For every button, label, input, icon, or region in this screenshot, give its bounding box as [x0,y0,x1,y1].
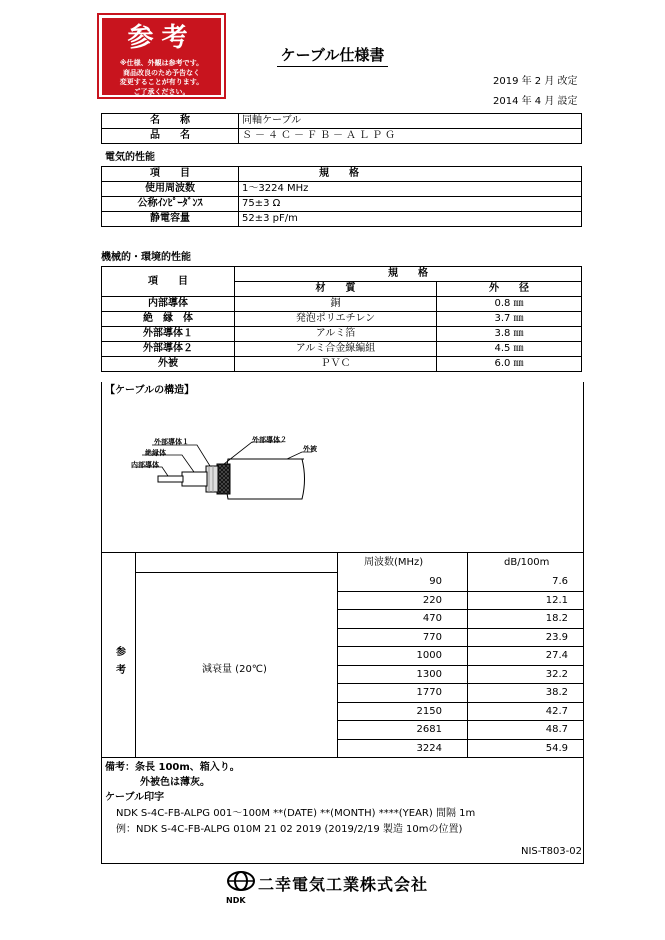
reference-side-label: 参 考 [116,647,126,676]
item-cell: 静電容量 [102,212,239,227]
table-row [102,182,582,197]
col-spec: 規 格 [235,267,582,282]
material-cell: アルミ合金線編組 [235,342,437,357]
braid-shape [217,464,230,494]
item-cell: 外部導体２ [102,342,235,357]
frequency-cell: 90 [429,576,442,587]
basic-info-table [101,113,582,144]
col-diameter: 外 径 [437,282,582,297]
db-cell: 18.2 [545,613,568,624]
diameter-cell: 0.8 ㎜ [437,297,582,312]
spec-cell: 75±3 Ω [239,197,582,212]
product-label: 品 名 [102,129,239,144]
db-cell: 54.9 [545,742,568,754]
row-divider [337,609,583,610]
header-blank-cell [135,552,338,572]
note-line-4: NDK S-4C-FB-ALPG 001～100M **(DATE) **(MONTH) ****(YEAR) 間隔 1m [116,808,476,819]
spec-cell: 52±3 pF/m [239,212,582,227]
electrical-table [101,166,582,227]
table-row [102,167,582,182]
item-cell: 内部導体 [102,297,235,312]
db-cell: 38.2 [545,687,568,698]
ndk-logo-icon [226,870,256,892]
table-row [102,197,582,212]
db-cell: 23.9 [545,631,568,643]
db-cell: 42.7 [545,705,568,717]
row-divider [337,628,583,629]
stamp-line: 商品改良のため予告なく [123,68,200,77]
row-divider [337,646,583,647]
electrical-heading: 電気的性能 [105,152,155,163]
document-title: ケーブル仕様書 [0,44,665,65]
stamp-title: 参考 [102,18,221,58]
name-label: 名 称 [102,114,239,129]
db-cell: 7.6 [552,576,568,587]
table-row [102,297,582,312]
diameter-cell: 6.0 ㎜ [437,357,582,372]
col-db: dB/100m [504,557,550,568]
note-line-1: 備考：条長 100m、箱入り。 [105,762,240,773]
frequency-cell: 2681 [416,724,442,735]
frequency-cell: 3224 [416,742,442,754]
frequency-cell: 220 [422,594,442,606]
attenuation-label: 減衰量 (20℃) [202,664,267,675]
row-divider [337,591,583,592]
frequency-cell: 470 [422,613,442,624]
col-frequency: 周波数(MHz) [364,557,424,568]
table-row [102,267,582,282]
table-row [102,342,582,357]
company-name: 二幸電気工業株式会社 [258,875,429,894]
mechanical-table [101,266,582,372]
label-jacket: 外被 [303,445,317,453]
frequency-cell: 1770 [416,687,442,698]
label-outer-conductor-2: 外部導体２ [252,436,287,444]
material-cell: アルミ箔 [235,327,437,342]
stamp-line: 変更することが有ります。 [119,78,204,86]
col-spec: 規 格 [239,167,582,182]
row-divider [337,702,583,703]
col-item: 項 目 [102,167,239,182]
company-logo [226,870,256,905]
diameter-cell: 3.7 ㎜ [437,312,582,327]
frequency-cell: 1300 [416,668,442,680]
note-line-5: 例：NDK S-4C-FB-ALPG 010M 21 02 2019 (2019/2/19 製造 10mの位置) [116,824,463,835]
row-divider [337,683,583,684]
table-row [102,212,582,227]
db-cell: 32.2 [545,668,568,680]
col-item: 項 目 [102,267,235,297]
jacket-shape [226,459,305,499]
product-value: Ｓ－４Ｃ－ＦＢ－ＡＬＰＧ [239,129,582,144]
stamp-line: ご了承ください。 [133,87,190,96]
structure-heading: 【ケーブルの構造】 [105,385,195,396]
name-value: 同軸ケーブル [239,114,582,129]
row-divider [337,720,583,721]
inner-conductor-shape [158,476,183,482]
stamp-line: ※仕様、外観は参考です。 [119,59,204,67]
frequency-cell: 2150 [416,705,442,717]
item-cell: 外被 [102,357,235,372]
notes-section [101,757,584,864]
col-material: 材 質 [235,282,437,297]
diameter-cell: 4.5 ㎜ [437,342,582,357]
material-cell: ＰＶＣ [235,357,437,372]
item-cell: 公称ｲﾝﾋﾟｰﾀﾞﾝｽ [102,197,239,212]
document-code: NIS-T803-02 [521,846,582,857]
frequency-cell: 770 [422,631,442,643]
db-cell: 27.4 [545,650,568,661]
label-insulator: 絶縁体 [145,449,166,457]
db-cell: 12.1 [545,594,568,606]
material-cell: 発泡ポリエチレン [235,312,437,327]
item-cell: 外部導体１ [102,327,235,342]
frequency-cell: 1000 [416,650,442,661]
item-cell: 絶 縁 体 [102,312,235,327]
reference-section [101,552,584,758]
insulator-shape [182,472,207,486]
table-row [102,114,582,129]
table-row [102,312,582,327]
diameter-cell: 3.8 ㎜ [437,327,582,342]
cable-structure-diagram [102,382,583,552]
row-divider [337,739,583,740]
material-cell: 銅 [235,297,437,312]
established-date: 2014 年 4 月 設定 [493,96,578,107]
note-line-2: 外被色は薄灰。 [140,777,210,788]
mechanical-heading: 機械的・環境的性能 [101,252,191,263]
item-cell: 使用周波数 [102,182,239,197]
structure-box [101,382,584,553]
label-outer-conductor-1: 外部導体１ [154,438,189,446]
logo-text: NDK [226,896,246,905]
row-divider [337,665,583,666]
foil-shape [206,466,218,492]
db-cell: 48.7 [545,724,568,735]
table-row [102,129,582,144]
spec-cell: 1～3224 MHz [239,182,582,197]
table-row [102,327,582,342]
revised-date: 2019 年 2 月 改定 [493,76,578,87]
note-line-3: ケーブル印字 [105,792,165,803]
label-inner-conductor: 内部導体 [131,461,159,469]
table-row [102,357,582,372]
